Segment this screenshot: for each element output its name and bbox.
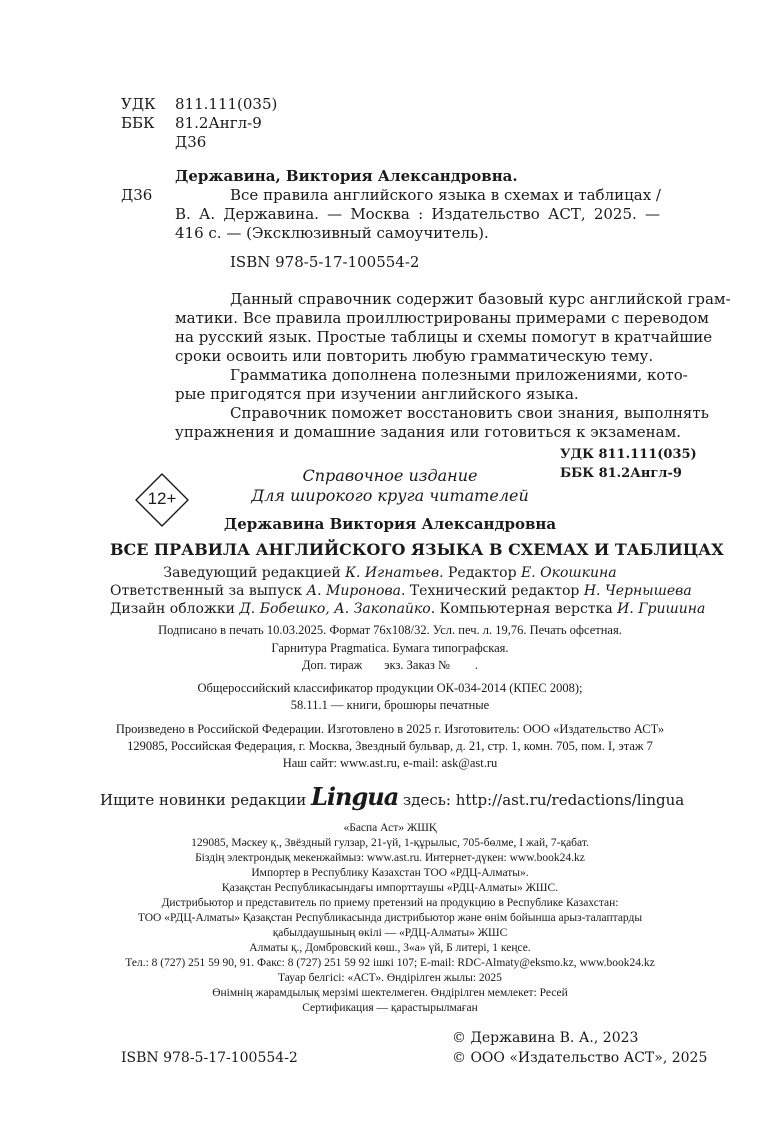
print-info-line-2: Гарнитура Pragmatica. Бумага типографская. (271, 641, 509, 655)
promo-text-before: Ищите новинки редакции (100, 791, 307, 809)
print-info-line-1: Подписано в печать 10.03.2025. Формат 76х108/32. Усл. печ. л. 19,76. Печать офсетная. (158, 623, 622, 637)
promo-text-after: здесь: http://ast.ru/redactions/lingua (403, 791, 685, 809)
copyright-publisher: © ООО «Издательство АСТ», 2025 (452, 1050, 708, 1066)
bbk-label: ББК (121, 114, 155, 132)
kazakh-line-2: 129085, Мәскеу қ., Звёздный гулзар, 21-үй, 1-құрылыс, 705-бөлме, I жай, 7-қабат. (191, 837, 589, 849)
abstract-line-8: упражнения и домашние задания или готовиться к экзаменам. (175, 423, 682, 441)
author-code: Д36 (175, 133, 207, 151)
manufacturer-line-3: Наш сайт: www.ast.ru, e-mail: ask@ast.ru (282, 756, 498, 770)
copyright-author: © Державина В. А., 2023 (452, 1030, 639, 1046)
udk-value: 811.111(035) (175, 95, 278, 113)
kazakh-line-1: «Баспа Аст» ЖШҚ (343, 822, 437, 834)
kazakh-line-4: Импортер в Республику Казахстан ТОО «РДЦ-Алматы». (251, 867, 529, 879)
manufacturer-line-1: Произведено в Российской Федерации. Изготовлено в 2025 г. Изготовитель: ООО «Издательство АСТ» (115, 722, 665, 736)
kazakh-line-13: Сертификация — қарастырылмаған (302, 1002, 478, 1014)
abstract-line-2: матики. Все правила проиллюстрированы примерами с переводом (175, 309, 709, 327)
abstract-line-3: на русский язык. Простые таблицы и схемы помогут в кратчайшие (175, 328, 713, 346)
footer-isbn: ISBN 978-5-17-100554-2 (121, 1050, 298, 1066)
abstract-line-6: рые пригодятся при изучении английского языка. (175, 385, 579, 403)
bib-line-2: В. А. Державина. — Москва : Издательство АСТ, 2025. — (175, 205, 660, 223)
bbk-value: 81.2Англ-9 (175, 114, 262, 132)
credits-line-1: Заведующий редакцией К. Игнатьев. Редактор Е. Окошкина (163, 565, 617, 581)
manufacturer-line-2: 129085, Российская Федерация, г. Москва, Звездный бульвар, д. 21, стр. 1, комн. 705, пом. I, этаж 7 (127, 739, 653, 753)
kazakh-line-9: Алматы қ., Домбровский көш., 3«а» үй, Б литері, 1 кеңсе. (249, 942, 531, 954)
abstract-line-7: Справочник поможет восстановить свои знания, выполнять (230, 404, 709, 422)
kazakh-line-10: Тел.: 8 (727) 251 59 90, 91. Факс: 8 (727) 251 59 92 ішкі 107; E-mail: RDC-Almaty@eksmo.kz, www.book24.kz (125, 957, 655, 969)
print-info-line-3: Доп. тираж экз. Заказ № . (302, 658, 478, 672)
credits-line-3: Дизайн обложки Д. Бобешко, А. Закопайко. Компьютерная верстка И. Гришина (110, 601, 706, 617)
edition-audience: Для широкого круга читателей (251, 486, 529, 505)
bib-line-3: 416 с. — (Эксклюзивный самоучитель). (175, 224, 489, 242)
classification-udk: УДК 811.111(035) (560, 447, 697, 462)
abstract-line-5: Грамматика дополнена полезными приложениями, кото- (230, 366, 688, 384)
classifier-line-2: 58.11.1 — книги, брошюры печатные (290, 698, 490, 712)
kazakh-line-5: Қазақстан Республикасындағы импорттаушы «РДЦ-Алматы» ЖШС. (221, 882, 559, 894)
bib-isbn: ISBN 978-5-17-100554-2 (230, 253, 420, 271)
abstract-line-4: сроки освоить или повторить любую грамматическую тему. (175, 347, 654, 365)
promo-line (100, 782, 685, 811)
age-rating-text: 12+ (147, 489, 177, 508)
kazakh-line-11: Тауар белгісі: «АСТ». Өндірілген жылы: 2025 (278, 972, 502, 984)
edition-type: Справочное издание (302, 466, 478, 485)
kazakh-line-12: Өнімнің жарамдылық мерзімі шектелмеген. Өндірілген мемлекет: Ресей (212, 987, 568, 999)
kazakh-line-7: ТОО «РДЦ-Алматы» Қазақстан Республикасында дистрибьютор және өнім бойынша арыз-талаптарды (137, 912, 643, 924)
lingua-logo: Lingua (311, 782, 399, 811)
edition-author: Державина Виктория Александровна (223, 515, 557, 533)
bib-code: Д36 (121, 186, 153, 204)
classifier-line-1: Общероссийский классификатор продукции ОК-034-2014 (КПЕС 2008); (197, 681, 583, 695)
kazakh-line-8: қабылдаушының өкілі — «РДЦ-Алматы» ЖШС (272, 927, 508, 939)
kazakh-line-3: Біздің электрондық мекенжаймыз: www.ast.ru. Интернет-дүкен: www.book24.kz (195, 852, 585, 864)
udk-label: УДК (121, 95, 156, 113)
classification-bbk: ББК 81.2Англ-9 (560, 466, 682, 481)
bib-line-1: Все правила английского языка в схемах и таблицах / (230, 186, 661, 204)
credits-line-2: Ответственный за выпуск А. Миронова. Технический редактор Н. Чернышева (110, 583, 692, 599)
edition-title: ВСЕ ПРАВИЛА АНГЛИЙСКОГО ЯЗЫКА В СХЕМАХ И ТАБЛИЦАХ (110, 540, 724, 559)
kazakh-line-6: Дистрибьютор и представитель по приему претензий на продукцию в Республике Казахстан: (161, 897, 619, 909)
abstract-line-1: Данный справочник содержит базовый курс английской грам- (230, 290, 731, 308)
bib-author-heading: Державина, Виктория Александровна. (175, 167, 518, 185)
